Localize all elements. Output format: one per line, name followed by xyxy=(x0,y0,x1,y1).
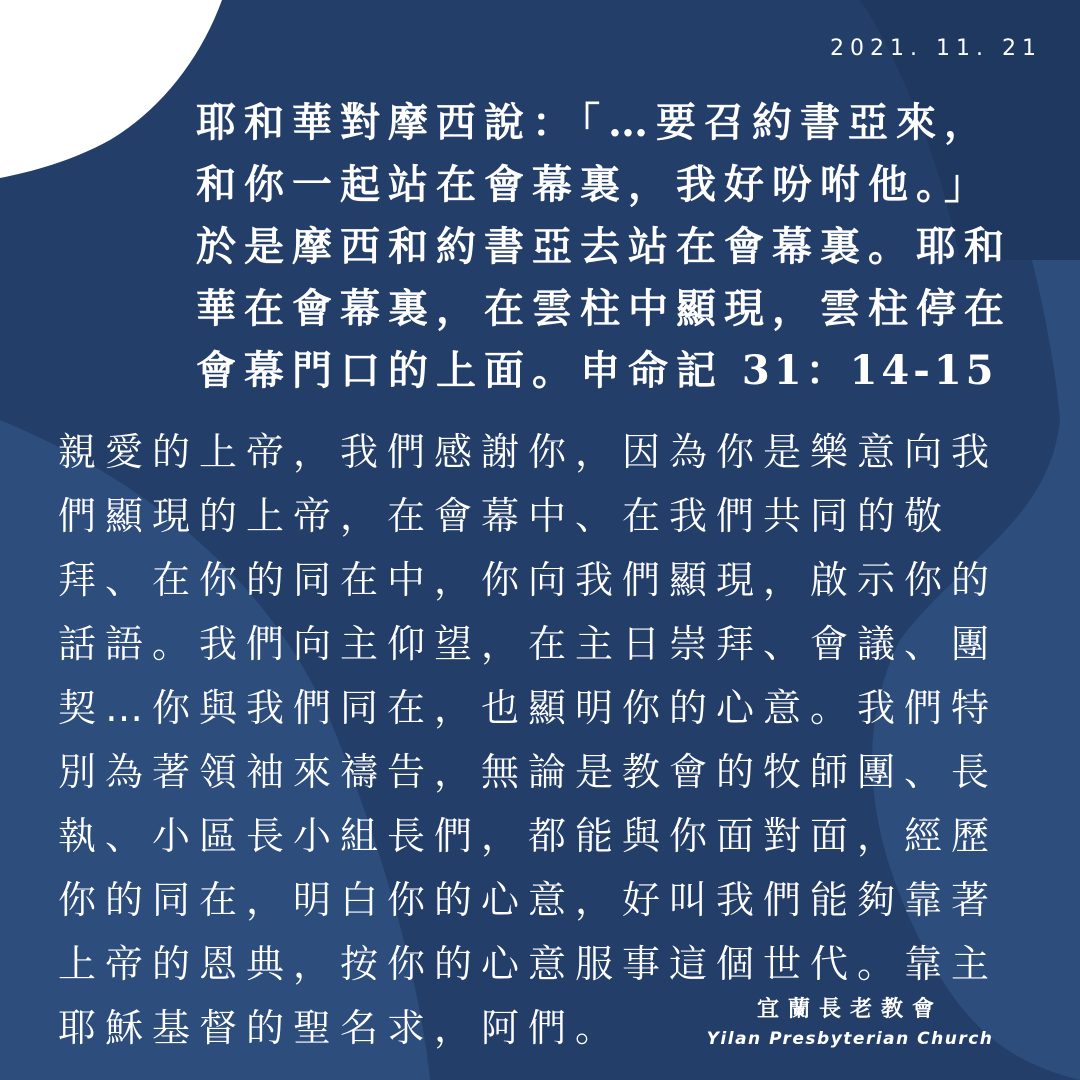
church-name-english: Yilan Presbyterian Church xyxy=(706,1029,994,1049)
verse-reference: 31：14-15 xyxy=(724,347,998,394)
verse-text: 耶和華對摩西說：「…要召約書亞來，和你一起站在會幕裏，我好吩咐他。」於是摩西和約書亞去站在會幕裏。耶和華在會幕裏，在雲柱中顯現，雲柱停在會幕門口的上面。申命記 xyxy=(196,99,1012,394)
prayer-text: 親愛的上帝，我們感謝你，因為你是樂意向我們顯現的上帝，在會幕中、在我們共同的敬拜、在你的同在中，你向我們顯現，啟示你的話語。我們向主仰望，在主日崇拜、會議、團契…你與我們同在，也顯明你的心意。我們特別為著領袖來禱告，無論是教會的牧師團、長執、小區長小組長們，都能與你面對面，經歷你的同在，明白你的心意，好叫我們能夠靠著上帝的恩典，按你的心意服事這個世代。靠主耶穌基督的聖名求，阿們。 xyxy=(58,430,999,1050)
church-name-chinese: 宜蘭長老教會 xyxy=(756,996,943,1022)
scripture-verse xyxy=(196,92,1026,402)
date-label: 2021. 11. 21 xyxy=(830,36,1042,61)
church-signature xyxy=(700,992,1000,1052)
